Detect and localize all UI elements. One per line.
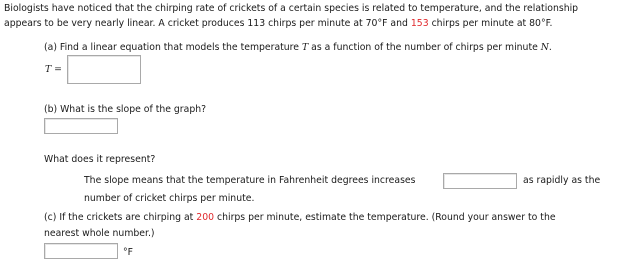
part-c-prompt bbox=[44, 210, 556, 225]
fahrenheit-unit: °F bbox=[123, 247, 133, 258]
part-a-text-3: . bbox=[548, 42, 552, 53]
chirps-value-highlight: 153 bbox=[410, 18, 429, 29]
slope-meaning-text-b: as rapidly as the bbox=[523, 175, 601, 186]
part-c-prompt-line-2: nearest whole number.) bbox=[44, 228, 155, 239]
linear-equation-input[interactable] bbox=[67, 55, 141, 84]
equation-label: T = bbox=[45, 64, 62, 75]
slope-meaning-text-a: The slope means that the temperature in Fahrenheit degrees increases bbox=[84, 175, 416, 186]
represent-question: What does it represent? bbox=[44, 154, 156, 165]
chirps-200-highlight: 200 bbox=[196, 212, 215, 223]
slope-input[interactable] bbox=[44, 118, 118, 134]
intro-text-a: appears to be very nearly linear. A cricket produces 113 chirps per minute at 70°F and bbox=[4, 18, 411, 29]
variable-t: T bbox=[301, 42, 309, 53]
part-a-text-1: (a) Find a linear equation that models the temperature bbox=[44, 42, 302, 53]
temperature-input[interactable] bbox=[44, 243, 118, 259]
part-a-prompt bbox=[44, 40, 552, 55]
intro-line-1: Biologists have noticed that the chirping rate of crickets of a certain species is related to temperature, and the relationship bbox=[4, 3, 579, 14]
intro-line-2 bbox=[4, 16, 552, 31]
slope-meaning-text-c: number of cricket chirps per minute. bbox=[84, 193, 255, 204]
part-a-text-2: as a function of the number of chirps per minute bbox=[308, 42, 541, 53]
part-c-text-1: (c) If the crickets are chirping at bbox=[44, 212, 197, 223]
part-b-prompt: (b) What is the slope of the graph? bbox=[44, 104, 207, 115]
slope-meaning-input[interactable] bbox=[443, 173, 517, 189]
part-c-text-2: chirps per minute, estimate the temperature. (Round your answer to the bbox=[214, 212, 556, 223]
variable-n: N bbox=[540, 42, 549, 53]
intro-text-b: chirps per minute at 80°F. bbox=[428, 18, 553, 29]
